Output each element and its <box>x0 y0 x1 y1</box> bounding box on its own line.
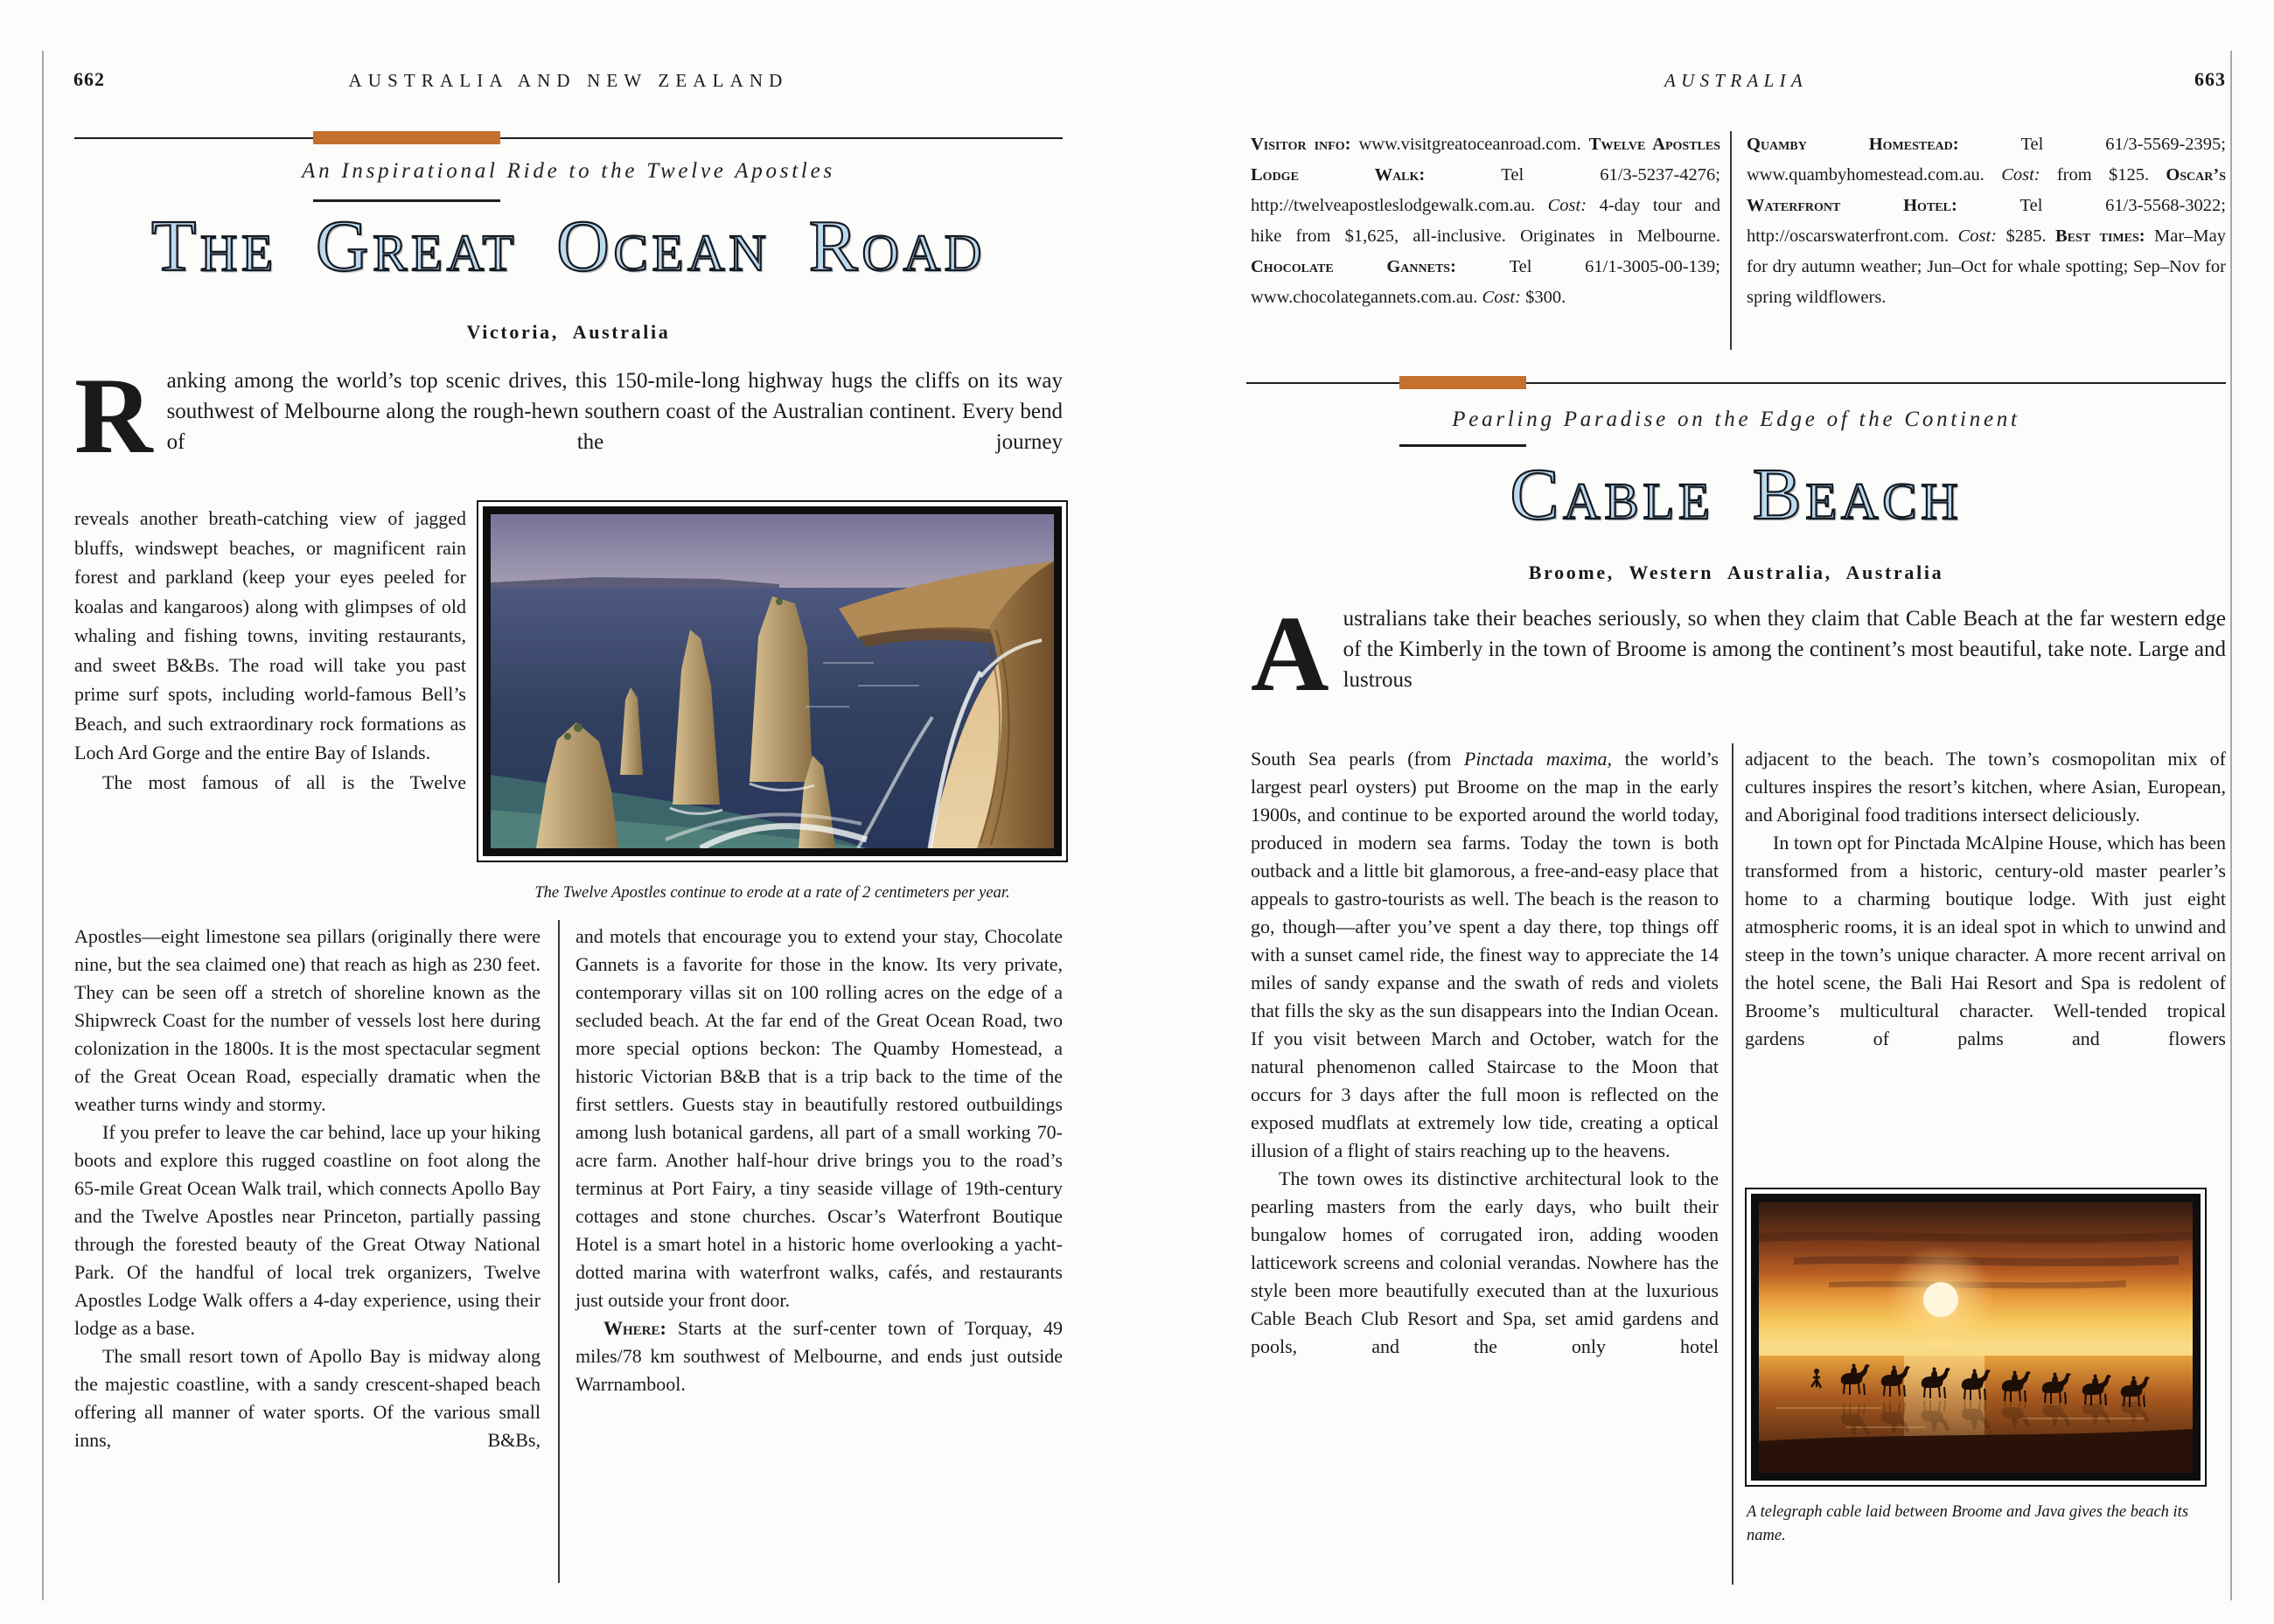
left-title-rule <box>74 137 1063 139</box>
left-page-number: 662 <box>73 68 105 90</box>
cable-beach-caption: A telegraph cable laid between Broome and Java gives the beach its name. <box>1747 1503 2189 1544</box>
text-segment: Cost: <box>1482 288 1526 307</box>
left-accent-bar <box>313 131 500 144</box>
text-segment: $285. <box>2005 227 2056 246</box>
text-segment: Tel 61/3-5237-4276; http://twelveapostleslodgewalk.com.au. <box>1251 165 1720 215</box>
photo-frame <box>477 500 1068 862</box>
cable-beach-camels-photo <box>1745 1188 2207 1487</box>
photo-inner-frame <box>1751 1194 2201 1481</box>
right-lead-paragraph <box>1251 594 2226 714</box>
right-dropcap: A <box>1251 594 1329 714</box>
info-paragraph <box>1747 129 2226 313</box>
text-segment: Mar–May for dry autumn weather; Jun–Oct for whale spotting; Sep–Nov for spring wildflowers. <box>1747 227 2226 307</box>
where-paragraph <box>575 1314 1063 1398</box>
paragraph: The small resort town of Apollo Bay is midway along the majestic coastline, with a sandy crescent-shaped beach offering all manner of water sports. Of the various small inns, B&Bs, <box>74 1345 541 1451</box>
text-segment: Pinctada maxima, <box>1463 748 1613 770</box>
text-segment: Tel 61/3-5568-3022; http://oscarswaterfront.com. <box>1747 196 2226 246</box>
text-segment: $300. <box>1525 288 1566 307</box>
text-segment: from $125. <box>2056 165 2166 185</box>
left-article-location: Victoria, Australia <box>466 321 671 343</box>
paragraph: reveals another breath-catching view of jagged bluffs, windswept beaches, or magnificent rain forest and parkland (keep your eyes peeled for koalas and kangaroos) along with glimpses of old whaling and fishing towns, inviting restaurants, and sweet B&Bs. The road will take you past prime surf spots, including world-famous Bell’s Beach, and such extraordinary rock formations as Loch Ard Gorge and the entire Bay of Islands. <box>74 507 466 763</box>
right-lead-text: ustralians take their beaches seriously, so when they claim that Cable Beach at the far western edge of the Kimberly in the town of Broome is among the continent’s most beautiful, take note. Large and lustrous <box>1343 607 2226 692</box>
paragraph: The town owes its distinctive architectural look to the pearling masters from the early days, who built their bungalow homes of corrugated iron, adding wooden latticework screens and colonial verandas. Nowhere has the style been more beautifully executed than at the luxurious Cable Beach Club Resort and Spa, set amid gardens and pools, and the only hotel <box>1251 1167 1719 1357</box>
paragraph: and motels that encourage you to extend your stay, Chocolate Gannets is a favorite for those in the know. Its very private, contemporary villas sit on 100 rolling acres on the edge of a secluded beach. At the far end of the Great Ocean Road, two more special options beckon: The Quamby Homestead, a historic Victorian B&B that is a trip back to the time of the first settlers. Guests stay in beautifully restored outbuildings among lush botanical gardens, all part of a small working 70-acre farm. Another half-hour drive brings you to the road’s terminus at Port Fairy, a tiny seaside village of 19th-century cottages and stone churches. Oscar’s Waterfront Boutique Hotel is a smart hotel in a historic home overlooking a yacht-dotted marina with waterfront walks, cafés, and restaurants just outside your front door. <box>575 925 1063 1311</box>
right-accent-bar <box>1399 376 1526 389</box>
text-segment: Cost: <box>1547 196 1600 215</box>
right-article-title: Cable Beach <box>1510 454 1963 535</box>
paragraph <box>1251 745 1719 1165</box>
right-article-location: Broome, Western Australia, Australia <box>1528 561 1944 583</box>
paragraph: In town opt for Pinctada McAlpine House, which has been transformed from a historic, century-old master pearler’s home to a charming boutique lodge. With just eight atmospheric rooms, it is an ideal spot in which to unwind and steep in the town’s unique character. A more recent arrival on the hotel scene, the Bali Hai Resort and Spa is redolent of Broome’s multicultural character. Well-tended tropical gardens of palms and flowers <box>1745 832 2226 1049</box>
text-segment: South Sea pearls (from <box>1251 748 1464 770</box>
text-segment: Tel 61/1-3005-00-139; www.chocolategannets.com.au. <box>1251 257 1721 307</box>
right-article-kicker: Pearling Paradise on the Edge of the Continent <box>1452 408 2020 431</box>
left-kicker-underline <box>313 199 500 202</box>
text-segment: Visitor info: <box>1251 135 1359 154</box>
paragraph: Apostles—eight limestone sea pillars (originally there were nine, but the sea claimed one) that reach as high as 230 feet. They can be seen off a stretch of shoreline known as the Shipwreck Coast for the number of vessels lost here during colonization in the 1800s. It is the most spectacular segment of the Great Ocean Road, especially dramatic when the weather turns windy and stormy. <box>74 925 541 1115</box>
left-column-1 <box>74 923 541 1454</box>
right-title-rule <box>1246 382 2226 384</box>
info-column-1 <box>1251 129 1720 313</box>
text-segment: www.visitgreatoceanroad.com. <box>1358 135 1589 154</box>
left-wrap-column <box>74 504 466 797</box>
text-segment: Cost: <box>1957 227 2006 246</box>
right-column-divider <box>1732 743 1733 1585</box>
cable-beach-photo-image <box>1759 1202 2193 1473</box>
right-running-head: AUSTRALIA <box>1664 70 1809 91</box>
twelve-apostles-photo-image <box>491 514 1054 848</box>
info-column-2 <box>1747 129 2226 313</box>
text-segment: Cost: <box>2001 165 2057 185</box>
right-column-2 <box>1745 745 2226 1053</box>
photo-frame <box>1745 1188 2207 1487</box>
paragraph: The most famous of all is the Twelve <box>102 770 466 793</box>
info-column-divider <box>1730 131 1732 350</box>
left-article-title: The Great Ocean Road <box>150 206 987 287</box>
text-segment: Where: <box>603 1317 678 1339</box>
right-page-number: 663 <box>2194 68 2226 90</box>
right-kicker-underline <box>1399 444 1526 447</box>
text-segment: the world’s largest pearl oysters) put Broome on the map in the early 1900s, and continue to be exported around the world today, produced in modern sea farms. Today the town is both outback and a little bit glamorous, a free-and-easy place that appeals to gastro-tourists as well. The beach is the reason to go, though—after you’ve spent a day there, top things off with a sunset camel ride, the finest way to appreciate the 14 miles of sandy expanse and the swath of reds and violets that fills the sky as the sun disappears into the Indian Ocean. If you visit between March and October, watch for the natural phenomenon called Staircase to the Moon that occurs for 3 days after the full moon is reflected on the exposed mudflats at extremely low tide, creating a optical illusion of a flight of stairs reaching up to the heavens. <box>1251 748 1719 1161</box>
left-page-edge-rule <box>42 51 44 1600</box>
text-segment: Chocolate Gannets: <box>1251 257 1510 276</box>
info-paragraph <box>1251 129 1720 313</box>
left-running-head: AUSTRALIA AND NEW ZEALAND <box>348 70 789 91</box>
twelve-apostles-caption: The Twelve Apostles continue to erode at a rate of 2 centimeters per year. <box>534 884 1010 902</box>
text-segment: 4-day tour and hike from $1,625, all-inclusive. Originates in Melbourne. <box>1251 196 1720 246</box>
left-column-2 <box>575 923 1063 1398</box>
photo-inner-frame <box>483 506 1062 856</box>
paragraph: adjacent to the beach. The town’s cosmopolitan mix of cultures inspires the resort’s kitchen, where Asian, European, and Aboriginal food traditions intersect deliciously. <box>1745 748 2226 826</box>
left-lead-paragraph <box>74 356 1063 476</box>
left-dropcap: R <box>74 356 153 476</box>
paragraph: If you prefer to leave the car behind, lace up your hiking boots and explore this rugged coastline on foot along the 65-mile Great Ocean Walk trail, which connects Apollo Bay and the Twelve Apostles near Princeton, partially passing through the forested beauty of the Great Otway National Park. Of the handful of local trek organizers, Twelve Apostles Lodge Walk offers a 4-day experience, using their lodge as a base. <box>74 1121 541 1339</box>
left-article-kicker: An Inspirational Ride to the Twelve Apostles <box>302 159 835 183</box>
text-segment: Starts at the surf-center town of Torquay, 49 miles/78 km southwest of Melbourne, and ends just outside Warrnambool. <box>575 1317 1063 1395</box>
text-segment: Oscar’s Waterfront Hotel: <box>1747 165 2226 215</box>
text-segment: Twelve Apostles Lodge Walk: <box>1251 135 1721 185</box>
left-lead-text: anking among the world’s top scenic drives, this 150-mile-long highway hugs the cliffs on its way southwest of Melbourne along the rough-hewn southern coast of the Australian continent. Every bend of the journey <box>166 369 1063 454</box>
twelve-apostles-photo <box>477 500 1068 862</box>
left-column-divider <box>558 920 560 1583</box>
text-segment: Quamby Homestead: <box>1747 135 2021 154</box>
right-column-1 <box>1251 745 1719 1361</box>
text-segment: Best times: <box>2055 227 2155 246</box>
right-page-edge-rule <box>2230 51 2232 1600</box>
text-segment: Tel 61/3-5569-2395; www.quambyhomestead.com.au. <box>1747 135 2226 185</box>
